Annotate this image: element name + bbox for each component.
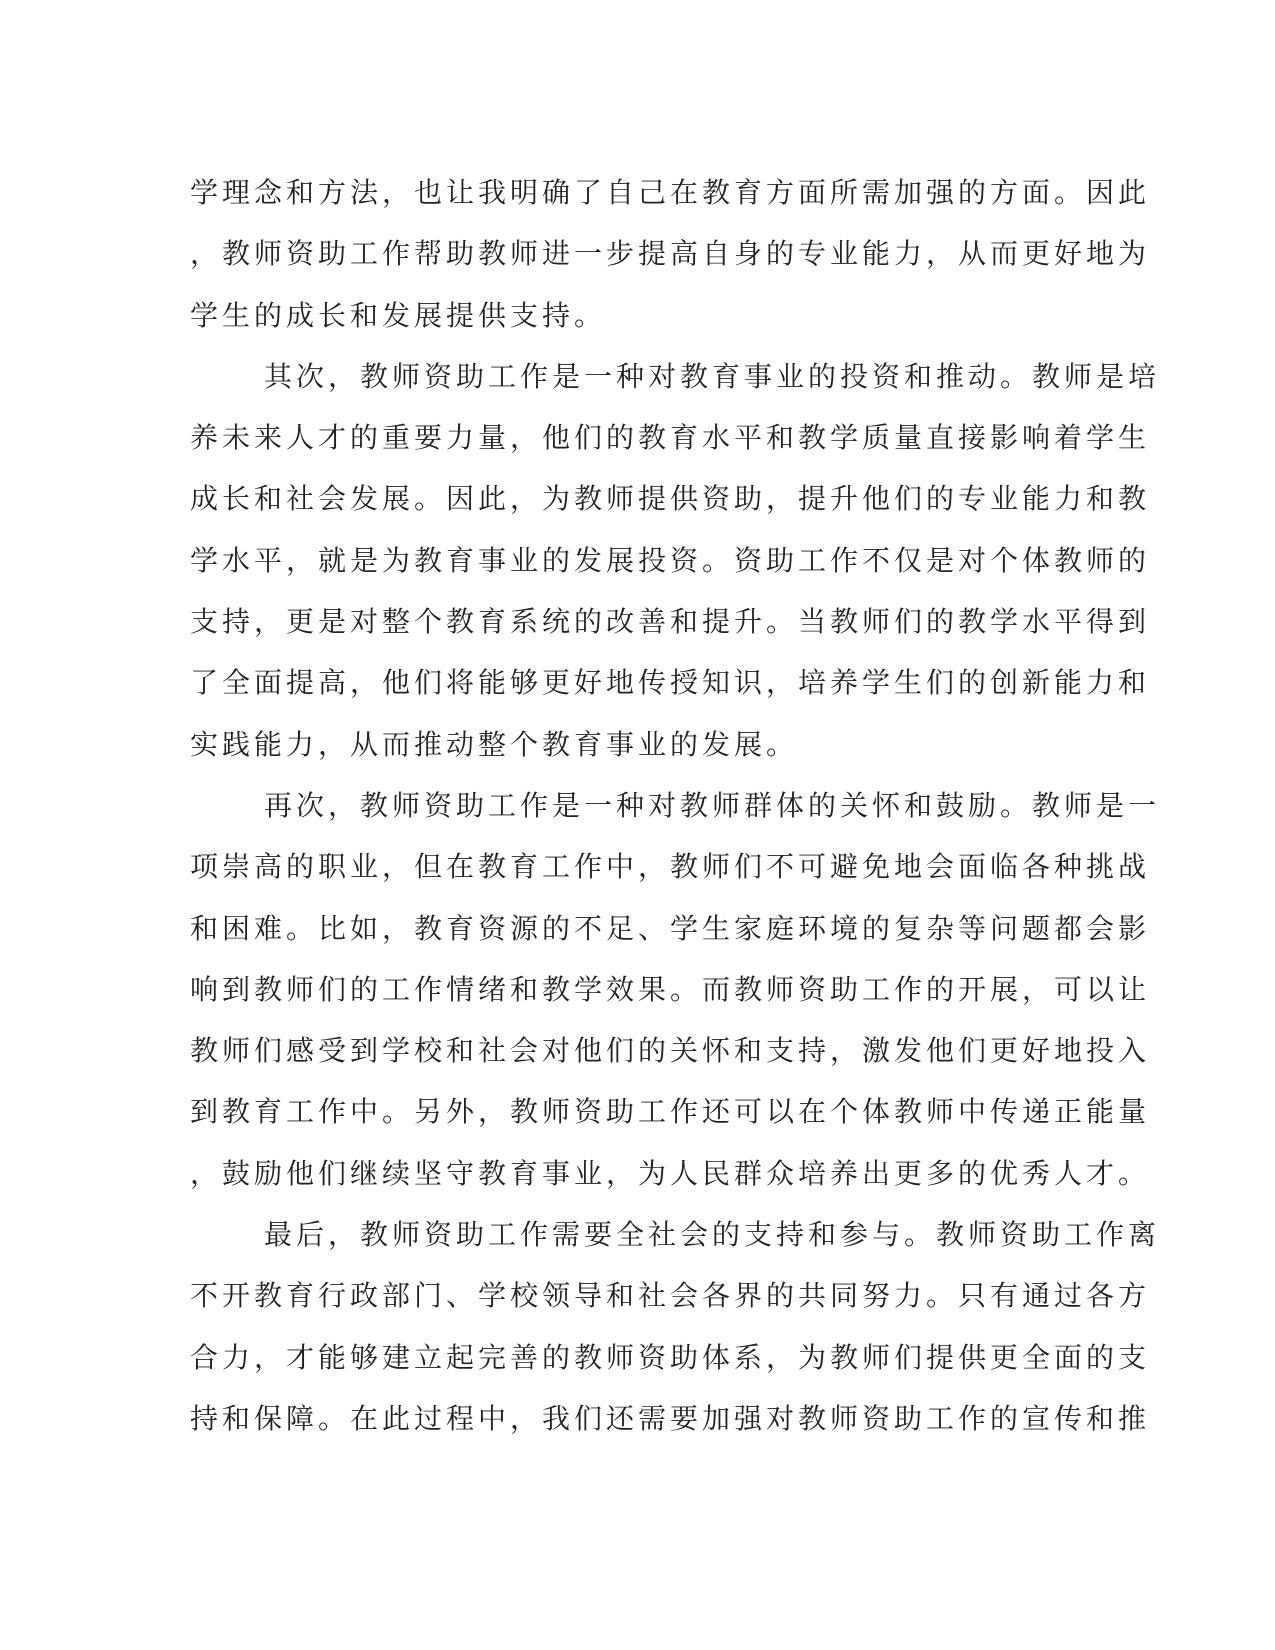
text-line: 响到教师们的工作情绪和教学效果。而教师资助工作的开展，可以让 bbox=[190, 972, 1151, 1006]
text-line: 学生的成长和发展提供支持。 bbox=[190, 298, 607, 332]
text-line: 成长和社会发展。因此，为教师提供资助，提升他们的专业能力和教 bbox=[190, 482, 1151, 516]
text-line: 到教育工作中。另外，教师资助工作还可以在个体教师中传递正能量 bbox=[190, 1095, 1151, 1129]
text-line: 持和保障。在此过程中，我们还需要加强对教师资助工作的宣传和推 bbox=[190, 1401, 1151, 1435]
text-line: 支持，更是对整个教育系统的改善和提升。当教师们的教学水平得到 bbox=[190, 605, 1151, 639]
paragraph-start-line: 其次，教师资助工作是一种对教育事业的投资和推动。教师是培 bbox=[264, 359, 1161, 393]
text-line: 学水平，就是为教育事业的发展投资。资助工作不仅是对个体教师的 bbox=[190, 543, 1151, 577]
paragraph-start-line: 再次，教师资助工作是一种对教师群体的关怀和鼓励。教师是一 bbox=[264, 788, 1161, 822]
text-line: 合力，才能够建立起完善的教师资助体系，为教师们提供更全面的支 bbox=[190, 1340, 1151, 1374]
text-line: 教师们感受到学校和社会对他们的关怀和支持，激发他们更好地投入 bbox=[190, 1034, 1151, 1068]
text-line: 项崇高的职业，但在教育工作中，教师们不可避免地会面临各种挑战 bbox=[190, 850, 1151, 884]
text-line: ，鼓励他们继续坚守教育事业，为人民群众培养出更多的优秀人才。 bbox=[190, 1156, 1151, 1190]
text-line: 和困难。比如，教育资源的不足、学生家庭环境的复杂等问题都会影 bbox=[190, 911, 1151, 945]
text-line: 实践能力，从而推动整个教育事业的发展。 bbox=[190, 727, 799, 761]
text-line: 了全面提高，他们将能够更好地传授知识，培养学生们的创新能力和 bbox=[190, 666, 1151, 700]
body-text bbox=[190, 162, 1161, 1449]
text-line: 不开教育行政部门、学校领导和社会各界的共同努力。只有通过各方 bbox=[190, 1279, 1151, 1313]
text-line: 养未来人才的重要力量，他们的教育水平和教学质量直接影响着学生 bbox=[190, 421, 1151, 455]
text-line: ，教师资助工作帮助教师进一步提高自身的专业能力，从而更好地为 bbox=[190, 237, 1151, 271]
paragraph-start-line: 最后，教师资助工作需要全社会的支持和参与。教师资助工作离 bbox=[264, 1218, 1161, 1252]
text-line: 学理念和方法，也让我明确了自己在教育方面所需加强的方面。因此 bbox=[190, 176, 1151, 209]
